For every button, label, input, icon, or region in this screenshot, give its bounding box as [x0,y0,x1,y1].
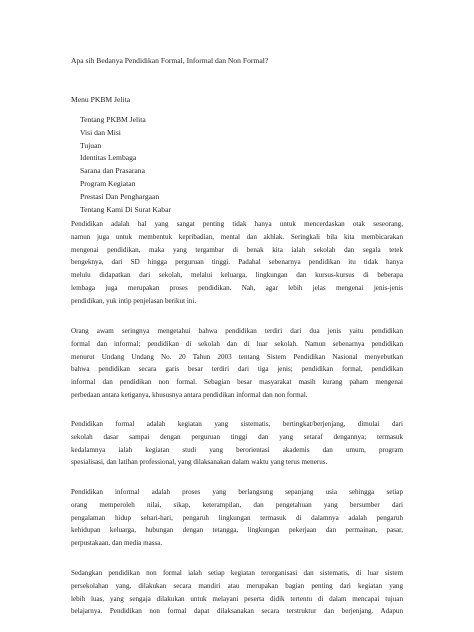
paragraph-line: bahwa pendidikan secara garis besar terdiri dari tiga jenis; pendidikan formal, pendidikan [71,365,403,374]
paragraph-line: Pendidikan informal adalah proses yang berlangsung sepanjang usia sehingga setiap [71,488,403,496]
paragraph-line: persekolahan yang, dilakukan secara mandiri atau merupakan bagian penting dari kegiatan yang [71,581,403,590]
paragraph-line: mengenai pendidikan, maka yang tergambar di benak kita ialah sekolah dan segala tetek [71,245,403,254]
document-title: Apa sih Bedanya Pendidikan Formal, Informal dan Non Formal? [71,56,269,65]
paragraph-informal [71,486,403,550]
menu-item-program[interactable]: Program Kegiatan [80,178,136,188]
menu-item-surat-kabar[interactable]: Tentang Kami Di Surat Kabar [80,204,171,214]
paragraph-line: spesialisasi, dan latihan professional, yang dilaksanakan dalam waktu yang terus menerus. [71,458,328,467]
paragraph-line: pengalaman hidup sehari-hari, pengaruh lingkungan termasuk di dalamnya adalah pengaruh [71,513,403,522]
paragraph-line: orang memperoleh nilai, sikap, keterampilan, dan pengetahuan yang bersumber dari [71,500,403,509]
paragraph-line: perpustakaan, dan media massa. [71,539,163,548]
paragraph-line: Sedangkan pendidikan non formal ialah setiap kegiatan terorganisasi dan sistematis, di luar sistem [71,569,403,577]
paragraph-line: sekolah dasar sampai dengan perguruan tinggi dan yang setaraf dengannya; termasuk [71,432,403,441]
menu-item-identitas[interactable]: Identitas Lembaga [80,153,137,163]
paragraph-line: Pendidikan formal adalah kegiatan yang sistematis, bertingkat/berjenjang, dimulai dari [71,420,403,428]
menu-item-prestasi[interactable]: Prestasi Dan Penghargaan [80,191,160,201]
paragraph-line: formal dan informal; pendidikan di sekolah dan di luar sekolah. Namun sebenarnya pendidikan [71,339,403,348]
menu-item-visi-misi[interactable]: Visi dan Misi [80,127,121,137]
paragraph-line: pendidikan, yuk intip penjelasan berikut ini. [71,296,197,305]
paragraph-line: perbedaan antara ketiganya, khususnya antara pendidikan informal dan non formal. [71,390,308,399]
paragraph-line: informal dan pendidikan non formal. Sebagian besar masyarakat masih kurang paham mengenai [71,378,403,387]
paragraph-line: lembaga juga merupakan proses pendidikan. Nah, agar lebih jelas mengenai jenis-jenis [71,283,403,292]
paragraph-intro [71,218,403,308]
paragraph-line: kehidupan keluarga, hubungan dengan tetangga, lingkungan pekerjaan dan permainan, pasar, [71,526,403,535]
paragraph-line: Orang awam seringnya mengetahui bahwa pendidikan terdiri dari dua jenis yaitu pendidikan [71,327,403,335]
paragraph-line: namun juga untuk membentuk kepribadian, mental dan akhlak. Seringkali bila kita membicarakan [71,232,403,241]
paragraph-line: melulu didapatkan dari sekolah, melalui keluarga, lingkungan dan kursus-kursus di beberapa [71,271,403,280]
menu-item-tentang[interactable]: Tentang PKBM Jelita [80,115,146,124]
menu-item-sarana[interactable]: Sarana dan Prasarana [80,166,145,176]
paragraph-line: bengeknya, dari SD hingga perguruan tinggi. Padahal sebenarnya pendidikan itu tidak hanya [71,258,403,267]
paragraph-non-formal [71,567,403,618]
paragraph-line: belajarnya. Pendidikan non formal dapat dilaksanakan secara terstruktur dan berjenjang. Adapun [71,607,403,616]
paragraph-line: kedalamnya ialah kegiatan studi yang berorientasi akademis dan umum, program [71,445,403,454]
menu-heading: Menu PKBM Jelita [71,95,131,104]
menu-item-tujuan[interactable]: Tujuan [80,140,102,150]
menu-list [80,114,171,216]
paragraph-line: lebih luas, yang sengaja dilakukan untuk melayani peserta didik tertentu di dalam mencapai tujuan [71,594,403,603]
paragraph-jenis-pendidikan [71,325,403,402]
paragraph-line: menurut Undang Undang No. 20 Tahun 2003 tentang Sistem Pendidikan Nasional menyebutkan [71,352,403,361]
paragraph-formal [71,418,403,469]
paragraph-line: Pendidikan adalah hal yang sangat penting tidak hanya untuk mencerdaskan otak seseorang, [71,220,403,228]
